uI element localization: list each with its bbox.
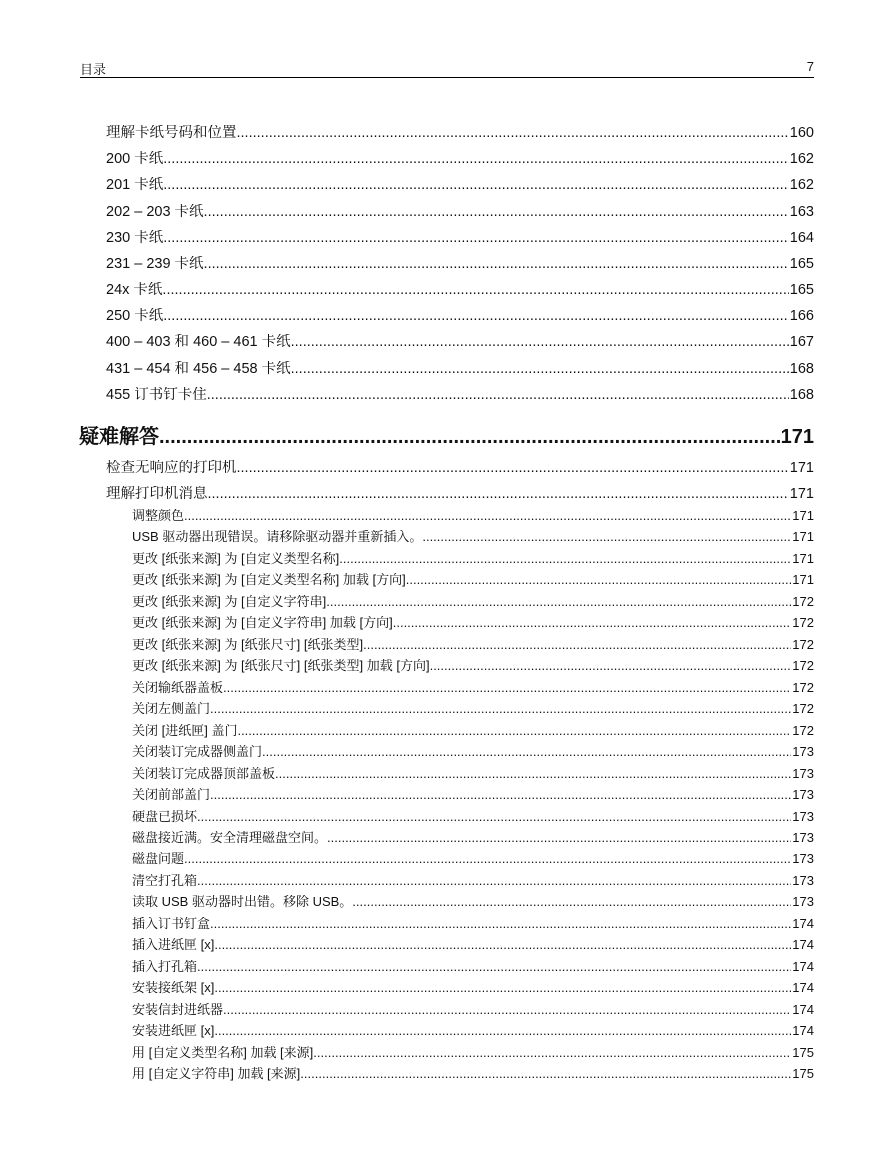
dot-leader xyxy=(422,530,791,545)
dot-leader xyxy=(430,659,792,674)
toc-sub-label: 更改 [纸张来源] 为 [自定义字符串] 加载 [方向] xyxy=(132,616,393,630)
toc-sub-label: 插入进纸匣 [x] xyxy=(132,938,215,952)
toc-entry-label: 231 – 239 卡纸 xyxy=(106,256,204,272)
toc-sub-label: 关闭前部盖门 xyxy=(132,788,211,802)
toc-sub-entry[interactable] xyxy=(132,895,814,910)
toc-entry[interactable] xyxy=(106,387,814,404)
toc-sub-entry[interactable] xyxy=(132,702,814,717)
dot-leader xyxy=(204,204,789,221)
toc-entry-label: 201 卡纸 xyxy=(106,177,164,193)
dot-leader xyxy=(214,981,791,996)
toc-sub-label: 关闭装订完成器顶部盖板 xyxy=(132,767,276,781)
toc-sub-label: 硬盘已损坏 xyxy=(132,810,198,824)
toc-sub-page: 172 xyxy=(792,659,814,673)
toc-entry-label: 202 – 203 卡纸 xyxy=(106,204,204,220)
dot-leader xyxy=(163,230,789,247)
toc-sub-entry[interactable] xyxy=(132,552,814,567)
toc-sub-page: 174 xyxy=(792,960,814,974)
toc-sub-page: 172 xyxy=(792,702,814,716)
toc-sub-label: 更改 [纸张来源] 为 [纸张尺寸] [纸张类型] 加载 [方向] xyxy=(132,659,430,673)
toc-sub-label: 用 [自定义类型名称] 加载 [来源] xyxy=(132,1046,314,1060)
toc-sub-label: 关闭输纸器盖板 xyxy=(132,681,224,695)
toc-entry-page: 160 xyxy=(789,125,814,141)
toc-sub-page: 171 xyxy=(792,552,814,566)
dot-leader xyxy=(406,573,792,588)
toc-sub-label: 更改 [纸张来源] 为 [自定义类型名称] xyxy=(132,552,340,566)
toc-entry[interactable] xyxy=(106,256,814,273)
toc-sub-label: USB 驱动器出现错误。请移除驱动器并重新插入。 xyxy=(132,530,423,544)
toc-entry[interactable] xyxy=(106,125,814,142)
dot-leader xyxy=(214,1024,791,1039)
toc-entry-label: 250 卡纸 xyxy=(106,308,164,324)
toc-entry-page: 167 xyxy=(789,334,814,350)
toc-sub-entry[interactable] xyxy=(132,1024,814,1039)
dot-leader xyxy=(363,638,791,653)
toc-sub-page: 175 xyxy=(792,1046,814,1060)
dot-leader xyxy=(159,426,780,449)
dot-leader xyxy=(210,702,791,717)
toc-entry[interactable] xyxy=(106,177,814,194)
dot-leader xyxy=(184,509,791,524)
toc-sub-label: 关闭左侧盖门 xyxy=(132,702,211,716)
toc-sub-entry[interactable] xyxy=(132,981,814,996)
toc-entry-label: 24x 卡纸 xyxy=(106,282,163,298)
toc-chapter-page: 171 xyxy=(780,426,814,448)
toc-sub-entry[interactable] xyxy=(132,681,814,696)
toc-sub-page: 171 xyxy=(792,509,814,523)
toc-sub-entry[interactable] xyxy=(132,616,814,631)
toc-sub-label: 读取 USB 驱动器时出错。移除 USB。 xyxy=(132,895,353,909)
toc-sub-page: 172 xyxy=(792,638,814,652)
toc-sub-entry[interactable] xyxy=(132,595,814,610)
toc-entry[interactable] xyxy=(106,230,814,247)
dot-leader xyxy=(393,616,792,631)
toc-sub-label: 安装进纸匣 [x] xyxy=(132,1024,215,1038)
toc-entry-label: 理解打印机消息 xyxy=(106,486,208,502)
toc-entry[interactable] xyxy=(106,204,814,221)
toc-sub-entry[interactable] xyxy=(132,767,814,782)
toc-sub-entry[interactable] xyxy=(132,1003,814,1018)
toc-sub-label: 插入打孔箱 xyxy=(132,960,198,974)
toc-entry-page: 171 xyxy=(789,460,814,476)
toc-sub-page: 173 xyxy=(792,745,814,759)
toc-sub-label: 更改 [纸张来源] 为 [自定义类型名称] 加载 [方向] xyxy=(132,573,406,587)
dot-leader xyxy=(214,938,791,953)
dot-leader xyxy=(210,917,791,932)
toc-sub-label: 磁盘问题 xyxy=(132,852,185,866)
toc-entry-label: 检查无响应的打印机 xyxy=(106,460,237,476)
toc-entry-page: 168 xyxy=(789,387,814,403)
toc-sub-page: 174 xyxy=(792,1024,814,1038)
dot-leader xyxy=(352,895,791,910)
toc-sub-entry[interactable] xyxy=(132,810,814,825)
toc-entry-label: 230 卡纸 xyxy=(106,230,164,246)
toc-sub-label: 安装信封进纸器 xyxy=(132,1003,224,1017)
toc-entry-label: 理解卡纸号码和位置 xyxy=(106,125,237,141)
dot-leader xyxy=(208,486,789,503)
dot-leader xyxy=(237,125,789,142)
toc-sub-entry[interactable] xyxy=(132,724,814,739)
toc-entry[interactable] xyxy=(106,460,814,477)
dot-leader xyxy=(163,308,789,325)
toc-sub-label: 关闭 [进纸匣] 盖门 xyxy=(132,724,238,738)
toc-sub-entry[interactable] xyxy=(132,852,814,867)
toc-sub-label: 调整颜色 xyxy=(132,509,185,523)
toc-sub-label: 清空打孔箱 xyxy=(132,874,198,888)
toc-sub-page: 173 xyxy=(792,831,814,845)
toc-sub-page: 173 xyxy=(792,874,814,888)
toc-sub-entry[interactable] xyxy=(132,788,814,803)
toc-sub-page: 171 xyxy=(792,530,814,544)
toc-entry[interactable] xyxy=(106,308,814,325)
toc-entry-page: 168 xyxy=(789,361,814,377)
toc-entry-page: 165 xyxy=(789,282,814,298)
toc-sub-entry[interactable] xyxy=(132,509,814,524)
dot-leader xyxy=(339,552,791,567)
toc-sub-entry[interactable] xyxy=(132,745,814,760)
dot-leader xyxy=(162,282,788,299)
dot-leader xyxy=(275,767,791,782)
toc-sub-page: 175 xyxy=(792,1067,814,1081)
dot-leader xyxy=(163,151,789,168)
toc-sub-page: 174 xyxy=(792,1003,814,1017)
toc-sub-entry[interactable] xyxy=(132,638,814,653)
toc-sub-label: 关闭装订完成器侧盖门 xyxy=(132,745,263,759)
toc-sub-page: 172 xyxy=(792,724,814,738)
toc-sub-page: 174 xyxy=(792,938,814,952)
toc-sub-page: 171 xyxy=(792,573,814,587)
toc-sub-entry[interactable] xyxy=(132,1046,814,1061)
toc-sub-entry[interactable] xyxy=(132,831,814,846)
toc-entry-label: 200 卡纸 xyxy=(106,151,164,167)
dot-leader xyxy=(210,788,791,803)
dot-leader xyxy=(313,1046,791,1061)
toc-sub-page: 172 xyxy=(792,616,814,630)
dot-leader xyxy=(291,361,789,378)
dot-leader xyxy=(207,387,789,404)
dot-leader xyxy=(327,831,791,846)
toc-sub-label: 更改 [纸张来源] 为 [纸张尺寸] [纸张类型] xyxy=(132,638,364,652)
toc-sub-label: 更改 [纸张来源] 为 [自定义字符串] xyxy=(132,595,327,609)
toc-entry[interactable] xyxy=(106,282,814,299)
header-page-number: 7 xyxy=(806,59,814,74)
toc-entry-page: 162 xyxy=(789,151,814,167)
toc-sub-label: 用 [自定义字符串] 加载 [来源] xyxy=(132,1067,301,1081)
toc-entry-label: 400 – 403 和 460 – 461 卡纸 xyxy=(106,334,291,350)
dot-leader xyxy=(197,810,791,825)
dot-leader xyxy=(163,177,789,194)
dot-leader xyxy=(184,852,791,867)
toc-sub-entry[interactable] xyxy=(132,874,814,889)
toc-sub-page: 173 xyxy=(792,788,814,802)
toc-sub-label: 磁盘接近满。安全清理磁盘空间。 xyxy=(132,831,328,845)
toc-sub-entry[interactable] xyxy=(132,530,814,545)
header-title: 目录 xyxy=(80,62,107,77)
toc-chapter-entry[interactable] xyxy=(79,426,814,449)
toc-entry-page: 163 xyxy=(789,204,814,220)
dot-leader xyxy=(291,334,789,351)
toc-sub-label: 插入订书钉盒 xyxy=(132,917,211,931)
dot-leader xyxy=(262,745,791,760)
toc-sub-entry[interactable] xyxy=(132,1067,814,1082)
toc-sub-page: 173 xyxy=(792,852,814,866)
dot-leader xyxy=(197,874,791,889)
dot-leader xyxy=(237,724,791,739)
toc-entry[interactable] xyxy=(106,486,814,503)
toc-entry[interactable] xyxy=(106,151,814,168)
toc-entry[interactable] xyxy=(106,361,814,378)
toc-entry-page: 166 xyxy=(789,308,814,324)
dot-leader xyxy=(326,595,791,610)
toc-sub-page: 173 xyxy=(792,895,814,909)
toc-sub-page: 173 xyxy=(792,767,814,781)
toc-sub-page: 172 xyxy=(792,681,814,695)
dot-leader xyxy=(197,960,791,975)
toc-entry-page: 162 xyxy=(789,177,814,193)
toc-sub-entry[interactable] xyxy=(132,960,814,975)
toc-sub-entry[interactable] xyxy=(132,917,814,932)
toc-sub-entry[interactable] xyxy=(132,659,814,674)
toc-chapter-label: 疑难解答 xyxy=(79,426,159,448)
toc-sub-page: 172 xyxy=(792,595,814,609)
dot-leader xyxy=(237,460,789,477)
toc-sub-label: 安装接纸架 [x] xyxy=(132,981,215,995)
toc-entry-page: 171 xyxy=(789,486,814,502)
dot-leader xyxy=(223,1003,791,1018)
toc-sub-page: 174 xyxy=(792,981,814,995)
toc-entry[interactable] xyxy=(106,334,814,351)
toc-sub-page: 173 xyxy=(792,810,814,824)
toc-sub-entry[interactable] xyxy=(132,938,814,953)
toc-sub-entry[interactable] xyxy=(132,573,814,588)
dot-leader xyxy=(300,1067,791,1082)
dot-leader xyxy=(223,681,791,696)
toc-sub-page: 174 xyxy=(792,917,814,931)
toc-entry-page: 164 xyxy=(789,230,814,246)
toc-entry-label: 455 订书钉卡住 xyxy=(106,387,207,403)
toc-entry-page: 165 xyxy=(789,256,814,272)
dot-leader xyxy=(204,256,789,273)
toc-entry-label: 431 – 454 和 456 – 458 卡纸 xyxy=(106,361,291,377)
